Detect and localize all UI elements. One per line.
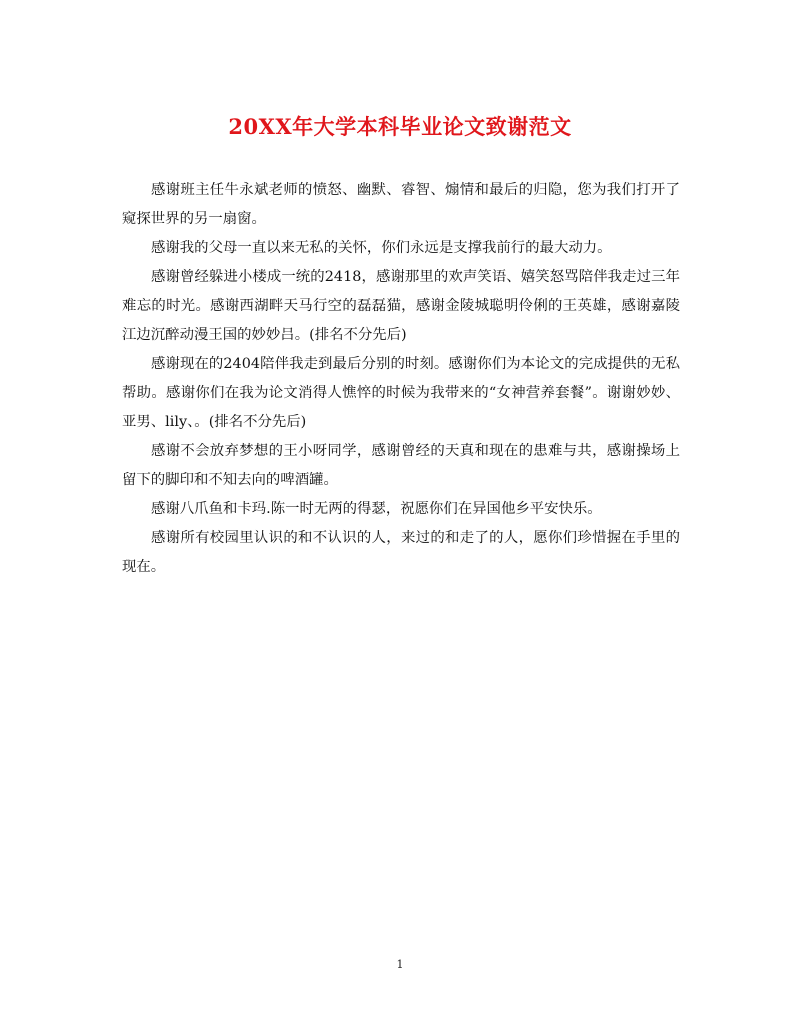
page-number: 1 [396,958,404,971]
paragraph-2: 感谢我的父母一直以来无私的关怀，你们永远是支撑我前行的最大动力。 [151,240,612,256]
paragraph-3: 感谢曾经躲进小楼成一统的2418，感谢那里的欢声笑语、嬉笑怒骂陪伴我走过三年难忘的时光。感谢西湖畔天马行空的磊磊猫，感谢金陵城聪明伶俐的王英雄，感谢嘉陵江边沉醉动漫王国的妙妙吕。(排名不分先后) [122,269,680,343]
document-title: 20XX年大学本科毕业论文致谢范文 [228,114,572,139]
paragraph-1: 感谢班主任牛永斌老师的愤怒、幽默、睿智、煽情和最后的归隐，您为我们打开了窥探世界的另一扇窗。 [122,182,680,227]
paragraph-7: 感谢所有校园里认识的和不认识的人，来过的和走了的人，愿你们珍惜握在手里的现在。 [122,530,680,575]
paragraph-5: 感谢不会放弃梦想的王小呀同学，感谢曾经的天真和现在的患难与共，感谢操场上留下的脚印和不知去向的啤酒罐。 [122,443,680,488]
document-body [122,176,680,582]
paragraph-4: 感谢现在的2404陪伴我走到最后分别的时刻。感谢你们为本论文的完成提供的无私帮助。感谢你们在我为论文消得人憔悴的时候为我带来的“女神营养套餐”。谢谢妙妙、亚男、lily、。(排名不分先后) [122,356,680,430]
paragraph-6: 感谢八爪鱼和卡玛.陈一时无两的得瑟，祝愿你们在异国他乡平安快乐。 [151,501,602,517]
